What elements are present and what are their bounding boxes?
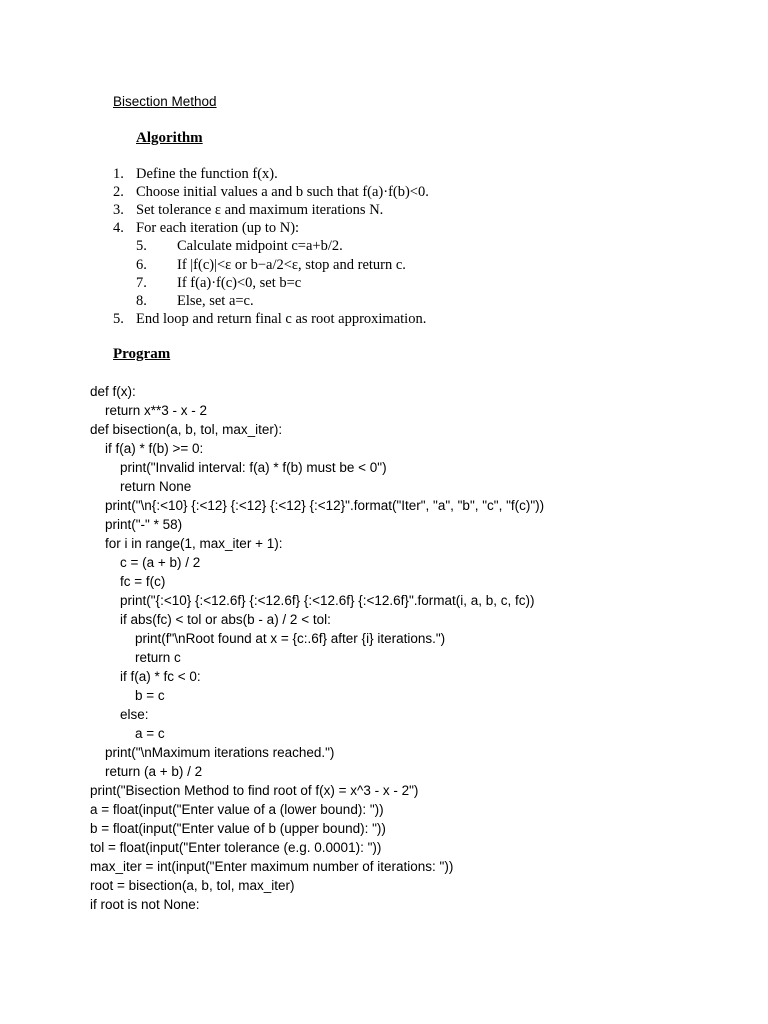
code-line: max_iter = int(input("Enter maximum number of iterations: ")): [90, 859, 454, 874]
code-line: def bisection(a, b, tol, max_iter):: [90, 422, 283, 437]
algorithm-heading: Algorithm: [136, 130, 203, 146]
code-line: fc = f(c): [90, 574, 166, 589]
code-line: b = float(input("Enter value of b (upper bound): ")): [90, 821, 386, 836]
code-line: a = float(input("Enter value of a (lower bound): ")): [90, 802, 384, 817]
code-line: a = c: [90, 726, 165, 741]
code-line: c = (a + b) / 2: [90, 555, 201, 570]
document-title: Bisection Method: [113, 94, 217, 109]
code-line: print(f"\nRoot found at x = {c:.6f} after {i} iterations."): [90, 631, 446, 646]
code-line: print("-" * 58): [90, 517, 183, 532]
code-line: b = c: [90, 688, 165, 703]
code-line: def f(x):: [90, 384, 136, 399]
code-line: return (a + b) / 2: [90, 764, 203, 779]
code-line: return None: [90, 479, 192, 494]
code-line: if f(a) * fc < 0:: [90, 669, 201, 684]
code-line: print("\n{:<10} {:<12} {:<12} {:<12} {:<12}".format("Iter", "a", "b", "c", "f(c)")): [90, 498, 545, 513]
program-code-block: [90, 382, 544, 914]
program-heading: Program: [113, 346, 171, 362]
code-line: for i in range(1, max_iter + 1):: [90, 536, 283, 551]
code-line: tol = float(input("Enter tolerance (e.g. 0.0001): ")): [90, 840, 382, 855]
code-line: if root is not None:: [90, 897, 200, 912]
code-line: print("Bisection Method to find root of f(x) = x^3 - x - 2"): [90, 783, 419, 798]
code-line: root = bisection(a, b, tol, max_iter): [90, 878, 295, 893]
code-line: if f(a) * f(b) >= 0:: [90, 441, 204, 456]
code-line: if abs(fc) < tol or abs(b - a) / 2 < tol:: [90, 612, 331, 627]
code-line: print("{:<10} {:<12.6f} {:<12.6f} {:<12.6f} {:<12.6f}".format(i, a, b, c, fc)): [90, 593, 535, 608]
code-line: return x**3 - x - 2: [90, 403, 208, 418]
code-line: return c: [90, 650, 181, 665]
code-line: print("Invalid interval: f(a) * f(b) must be < 0"): [90, 460, 387, 475]
code-line: else:: [90, 707, 149, 722]
code-line: print("\nMaximum iterations reached."): [90, 745, 335, 760]
